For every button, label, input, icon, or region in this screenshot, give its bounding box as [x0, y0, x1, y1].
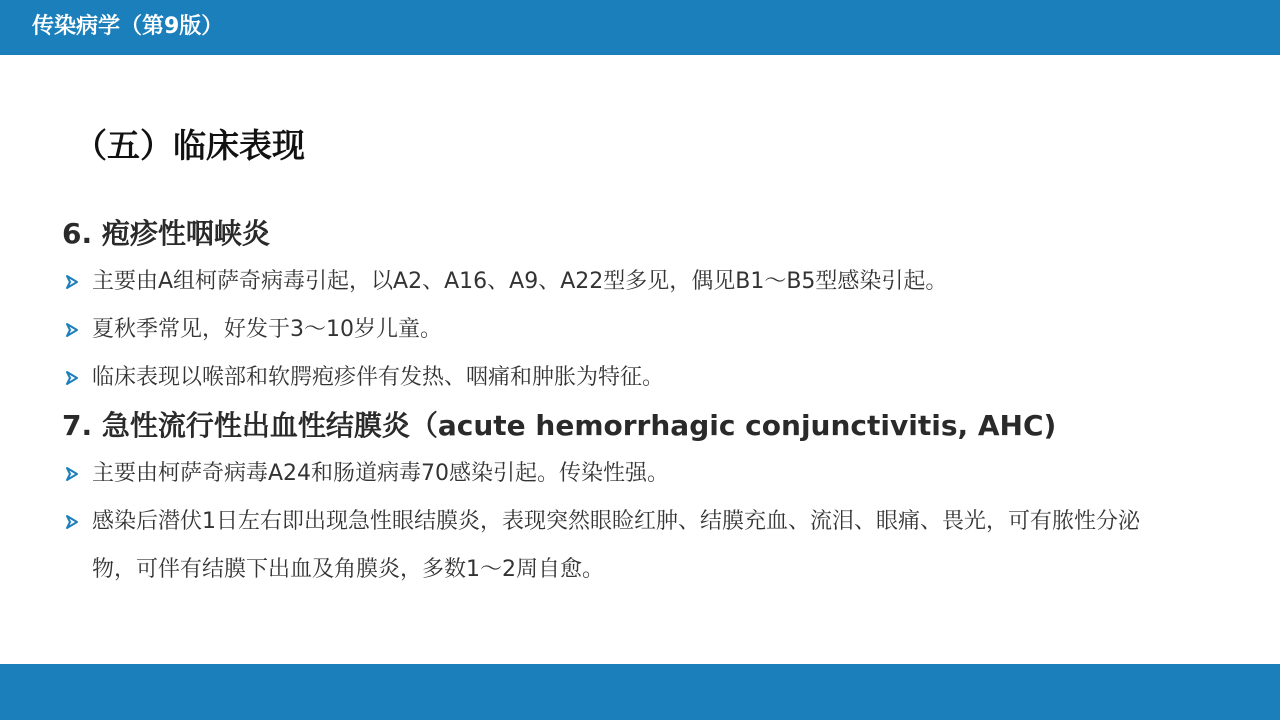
footer-bar: [0, 664, 1280, 720]
bullet-arrow-icon: [62, 258, 82, 306]
section-ahc: [62, 402, 1182, 594]
bullet-arrow-icon: [62, 450, 82, 498]
slide-content: [62, 210, 1182, 594]
bullet-text: 临床表现以喉部和软腭疱疹伴有发热、咽痛和肿胀为特征。: [92, 365, 665, 390]
bullet-item: [62, 306, 1182, 354]
bullet-text: 感染后潜伏1日左右即出现急性眼结膜炎，表现突然眼睑红肿、结膜充血、流泪、眼痛、畏光，可有脓性分泌物，可伴有结膜下出血及角膜炎，多数1～2周自愈。: [92, 509, 1141, 582]
bullet-item: [62, 354, 1182, 402]
header-bar: [0, 0, 1280, 55]
book-title: 传染病学（第9版）: [32, 14, 224, 39]
bullet-item: [62, 450, 1182, 498]
bullet-arrow-icon: [62, 306, 82, 354]
bullet-text: 夏秋季常见，好发于3～10岁儿童。: [92, 317, 442, 342]
bullet-text: 主要由A组柯萨奇病毒引起，以A2、A16、A9、A22型多见，偶见B1～B5型感染引起。: [92, 269, 948, 294]
bullet-item: [62, 258, 1182, 306]
bullet-arrow-icon: [62, 498, 82, 546]
bullet-item: [62, 498, 1182, 594]
bullet-text: 主要由柯萨奇病毒A24和肠道病毒70感染引起。传染性强。: [92, 461, 670, 486]
bullet-arrow-icon: [62, 354, 82, 402]
subheading-ahc: 7. 急性流行性出血性结膜炎（acute hemorrhagic conjunctivitis, AHC): [62, 409, 1057, 442]
section-herpangina: [62, 210, 1182, 402]
section-heading: （五）临床表现: [74, 126, 305, 165]
subheading-herpangina: 6. 疱疹性咽峡炎: [62, 217, 270, 250]
